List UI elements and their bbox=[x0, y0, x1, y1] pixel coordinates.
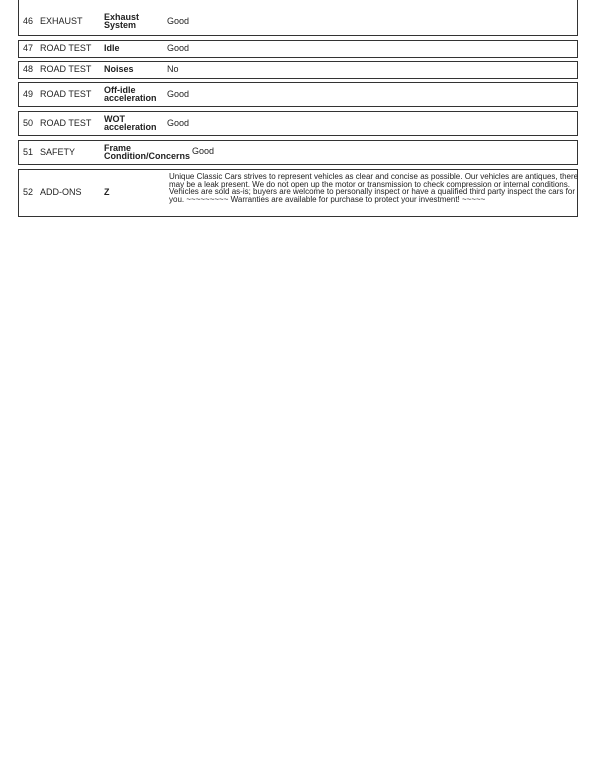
row-item: WOT acceleration bbox=[104, 114, 157, 132]
row-number: 51 bbox=[23, 147, 34, 157]
row-item: Off-idle acceleration bbox=[104, 85, 157, 103]
row-category: ADD-ONS bbox=[40, 187, 82, 197]
row-category: SAFETY bbox=[40, 147, 76, 157]
row-number: 46 bbox=[23, 16, 34, 26]
table-row bbox=[18, 61, 578, 79]
row-number: 52 bbox=[23, 187, 34, 197]
row-category: ROAD TEST bbox=[40, 43, 92, 53]
row-note: Unique Classic Cars strives to represent vehicles as clear and concise as possible. Our vehicles are antiques, there may be a leak present. We do not open up the motor or transmission to check compression or internal conditions. Vehicles are sold as-is; buyers are welcome to personally inspect or have a qualified third party inspect the cars for you. ~~~~~~~~~ Warranties are available for purchase to protect your investment! ~~~~~ bbox=[169, 172, 579, 204]
row-category: EXHAUST bbox=[40, 16, 83, 26]
row-number: 49 bbox=[23, 89, 34, 99]
table-row bbox=[18, 82, 578, 107]
row-item: Z bbox=[104, 187, 110, 197]
table-row bbox=[18, 140, 578, 165]
row-value: Good bbox=[167, 89, 190, 99]
row-category: ROAD TEST bbox=[40, 64, 92, 74]
row-item: Frame Condition/Concerns bbox=[104, 143, 190, 161]
row-item: Noises bbox=[104, 64, 134, 74]
row-category: ROAD TEST bbox=[40, 118, 92, 128]
row-value: No bbox=[167, 64, 179, 74]
row-number: 48 bbox=[23, 64, 34, 74]
table-row bbox=[18, 169, 578, 217]
row-number: 50 bbox=[23, 118, 34, 128]
table-row bbox=[18, 40, 578, 58]
row-category: ROAD TEST bbox=[40, 89, 92, 99]
row-item: Exhaust System bbox=[104, 12, 140, 30]
row-item: Idle bbox=[104, 43, 120, 53]
row-value: Good bbox=[192, 146, 215, 156]
table-row bbox=[18, 0, 578, 36]
row-value: Good bbox=[167, 43, 190, 53]
row-value: Good bbox=[167, 16, 190, 26]
row-number: 47 bbox=[23, 43, 34, 53]
table-row bbox=[18, 111, 578, 136]
row-value: Good bbox=[167, 118, 190, 128]
